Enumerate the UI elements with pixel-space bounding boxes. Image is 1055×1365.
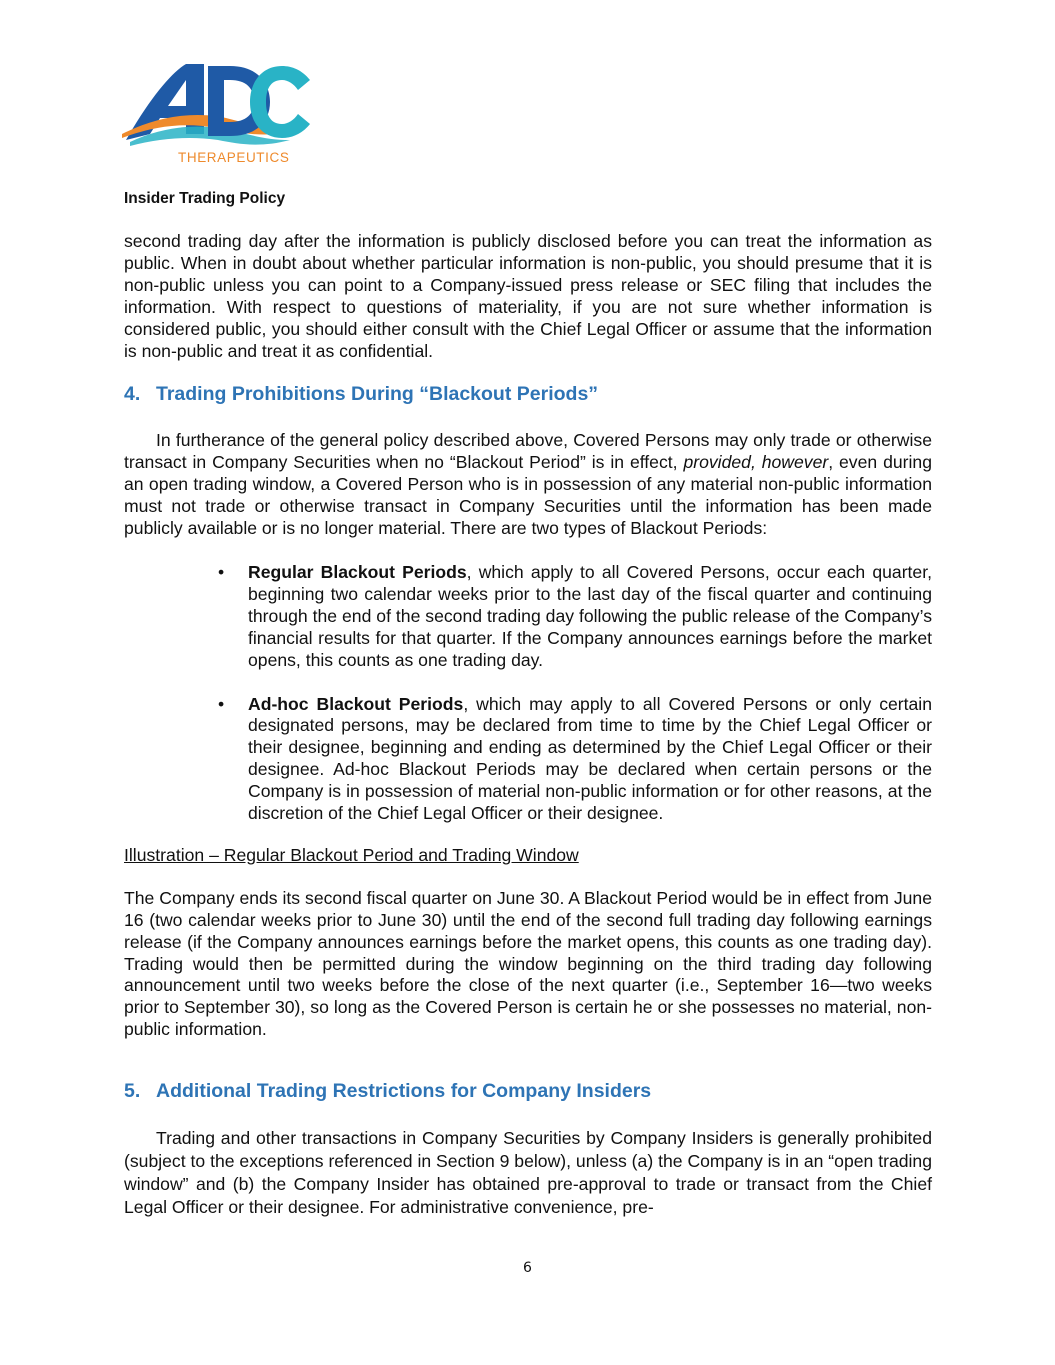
logo-subtitle: THERAPEUTICS [178,150,290,165]
document-title: Insider Trading Policy [124,190,286,207]
list-item-text: , which may apply to all Covered Persons or only certain designated persons, may be declared from time to time by the Chief Legal Officer or their designee, beginning and ending as determined by the Chief Legal Officer or their designee. Ad-hoc Blackout Periods may be declared when certain persons or the Company is in possession of material non-public information or for other reasons, at the discretion of the Chief Legal Officer or their designee. [248,693,933,824]
section-4-number: 4. [124,383,141,406]
section-4-paragraph [124,430,932,540]
section-4-heading [124,382,932,406]
bullet-icon: • [218,693,225,714]
illustration-paragraph: The Company ends its second fiscal quarter on June 30. A Blackout Period would be in effect from June 16 (two calendar weeks prior to June 30) until the end of the second full trading day following earnings release (if the Company announces earnings before the market opens, this counts as one trading day). Trading would then be permitted during the window beginning on the third trading day following announcement until two weeks before the close of the next quarter (i.e., September 16—two weeks prior to September 30), so long as the Covered Person is certain he or she possesses no material, non-public information. [124,887,932,1040]
section-5-number: 5. [124,1080,141,1103]
section-4-text-part1: In furtherance of the general policy described above, Covered Persons may only trade or otherwise transact in Company Securities when no “Blackout Period” is in effect, [124,430,932,473]
bullet-icon: • [218,561,225,582]
list-item-term: Regular Blackout Periods [248,561,467,582]
page-number: 6 [523,1260,532,1276]
intro-paragraph: second trading day after the information is publicly disclosed before you can treat the information as public. When in doubt about whether particular information is non-public, you should presume that it is non-public unless you can point to a Company-issued press release or SEC filing that includes the information. With respect to questions of materiality, if you are not sure whether information is considered public, you should either consult with the Chief Legal Officer or assume that the information is non-public and treat it as confidential. [124,231,932,361]
section-4-text-part2: , even during an open trading window, a Covered Person who is in possession of any material non-public information must not trade or otherwise transact in Company Securities until the information has been made publicly available or is no longer material. There are two types of Blackout Periods: [124,452,932,539]
list-item [218,561,932,672]
section-5-paragraph: Trading and other transactions in Company Securities by Company Insiders is generally prohibited (subject to the exceptions referenced in Section 9 below), unless (a) the Company is in an “open trading window” and (b) the Company Insider has obtained pre-approval to trade or transact from the Chief Legal Officer or their designee. For administrative convenience, pre- [124,1128,932,1218]
section-5-heading [124,1079,932,1103]
list-item [218,693,933,825]
section-4-italic: provided, however [683,452,829,473]
section-5-title: Additional Trading Restrictions for Company Insiders [156,1080,652,1103]
list-item-term: Ad-hoc Blackout Periods [248,693,464,714]
illustration-title: Illustration – Regular Blackout Period and Trading Window [124,844,579,865]
blackout-period-list [124,562,932,825]
section-4-title: Trading Prohibitions During “Blackout Periods” [156,383,599,406]
list-item-text: , which apply to all Covered Persons, occur each quarter, beginning two calendar weeks prior to the last day of the fiscal quarter and continuing through the end of the second trading day following the public release of the Company’s financial results for that quarter. If the Company announces earnings before the market opens, this counts as one trading day. [248,561,932,670]
company-logo [120,58,312,170]
page-content [124,231,932,1219]
